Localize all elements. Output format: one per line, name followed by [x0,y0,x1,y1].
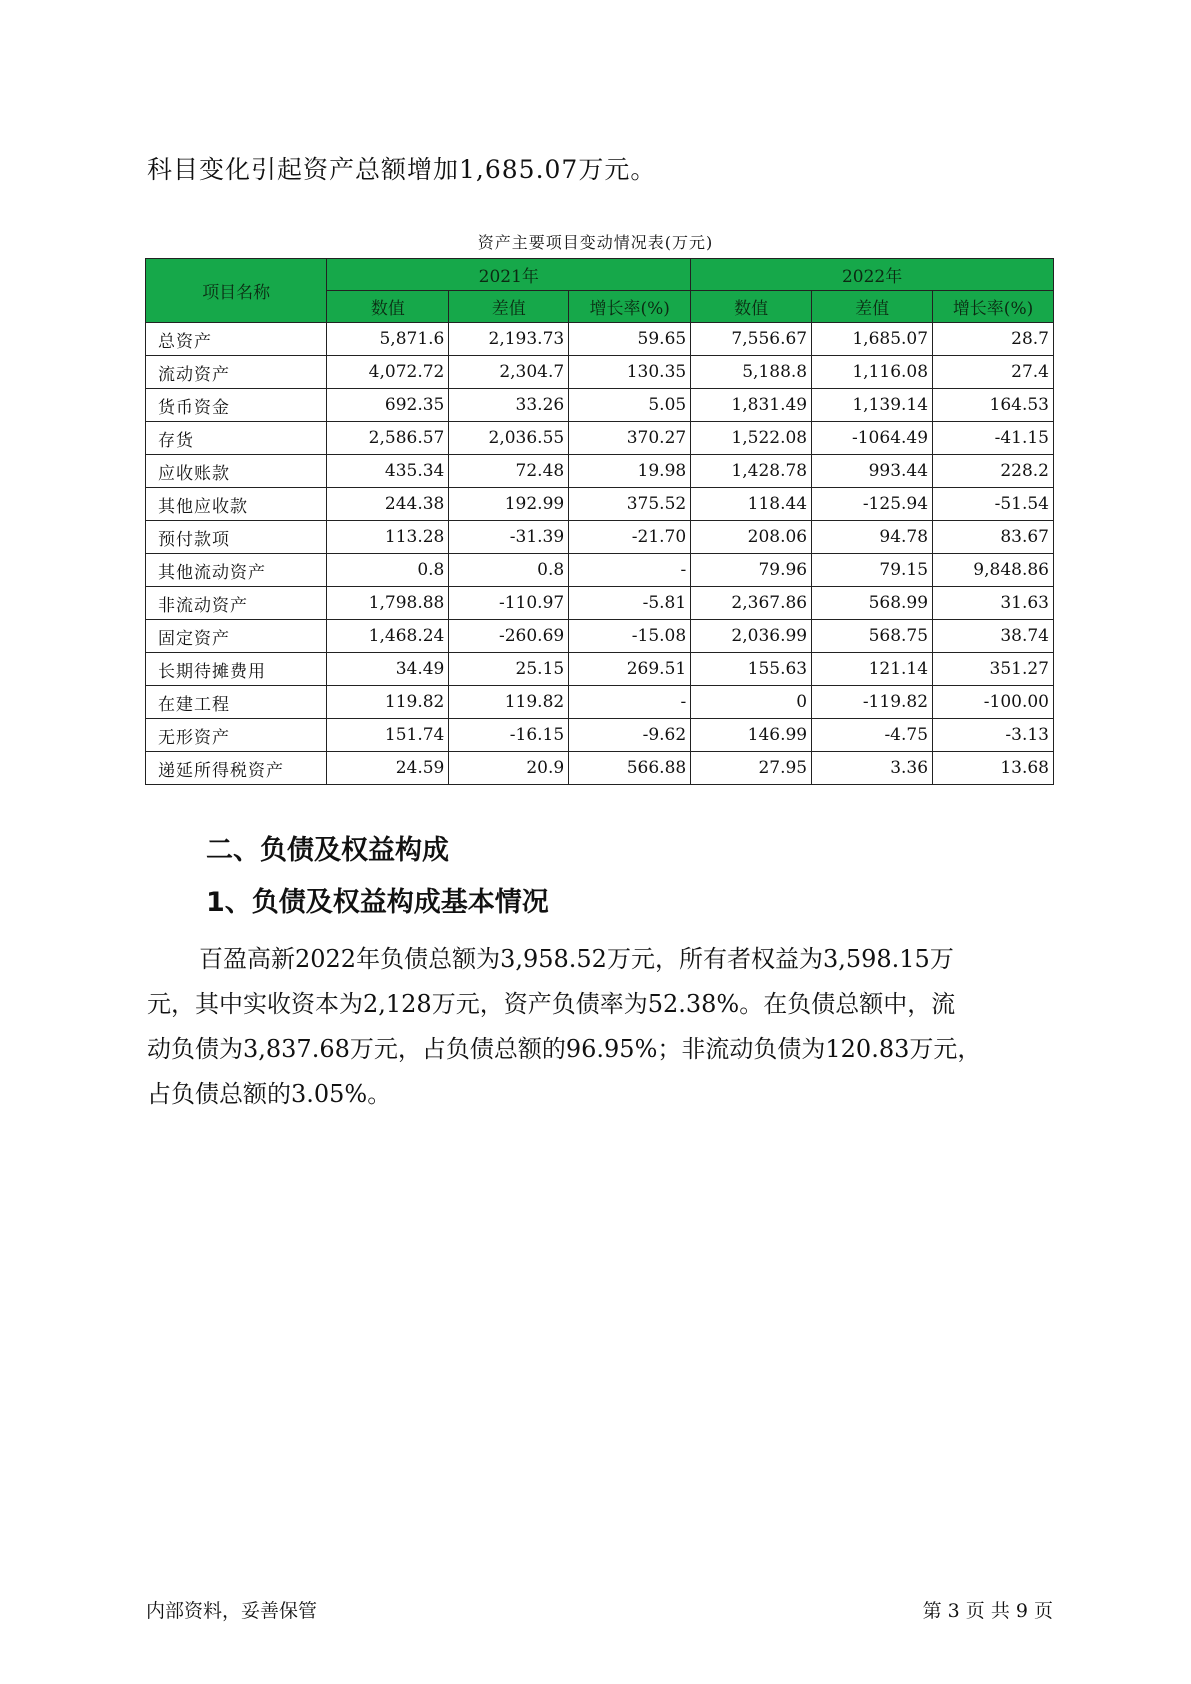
header-2022-diff: 差值 [812,291,933,323]
header-2022-value: 数值 [691,291,812,323]
table-row [146,422,1054,455]
row-value-cell: 5,871.6 [327,323,449,356]
row-value-cell: 269.51 [569,653,691,686]
row-value-cell: 566.88 [569,752,691,785]
row-value-cell: 2,367.86 [691,587,812,620]
row-value-cell: 5,188.8 [691,356,812,389]
row-value-cell: 1,139.14 [812,389,933,422]
row-value-cell: 94.78 [812,521,933,554]
row-value-cell: -16.15 [449,719,569,752]
row-value-cell: -125.94 [812,488,933,521]
table-row [146,356,1054,389]
row-value-cell: 9,848.86 [933,554,1054,587]
header-2022-growth: 增长率(%) [933,291,1054,323]
paragraph-line: 百盈高新2022年负债总额为3,958.52万元，所有者权益为3,598.15万 [199,945,954,973]
row-value-cell: 34.49 [327,653,449,686]
row-value-cell: 113.28 [327,521,449,554]
table-row [146,323,1054,356]
row-value-cell: 38.74 [933,620,1054,653]
row-value-cell: 370.27 [569,422,691,455]
row-value-cell: -31.39 [449,521,569,554]
row-item-name: 递延所得税资产 [146,752,327,785]
row-item-name: 存货 [146,422,327,455]
table-row [146,455,1054,488]
row-value-cell: 59.65 [569,323,691,356]
row-item-name: 其他流动资产 [146,554,327,587]
row-value-cell: 1,116.08 [812,356,933,389]
row-value-cell: 568.75 [812,620,933,653]
row-value-cell: -3.13 [933,719,1054,752]
header-year-2022: 2022年 [691,259,1054,291]
row-value-cell: 692.35 [327,389,449,422]
row-value-cell: -1064.49 [812,422,933,455]
row-value-cell: -110.97 [449,587,569,620]
row-value-cell: -51.54 [933,488,1054,521]
table-row [146,653,1054,686]
table-row [146,521,1054,554]
paragraph-line: 占负债总额的3.05%。 [147,1080,392,1108]
row-value-cell: 3.36 [812,752,933,785]
row-value-cell: - [569,686,691,719]
row-item-name: 流动资产 [146,356,327,389]
table-row [146,587,1054,620]
row-value-cell: 375.52 [569,488,691,521]
row-value-cell: -119.82 [812,686,933,719]
table-row [146,389,1054,422]
row-value-cell: 121.14 [812,653,933,686]
header-2021-diff: 差值 [449,291,569,323]
row-value-cell: 28.7 [933,323,1054,356]
row-item-name: 总资产 [146,323,327,356]
row-item-name: 长期待摊费用 [146,653,327,686]
row-value-cell: 83.67 [933,521,1054,554]
row-value-cell: -15.08 [569,620,691,653]
row-item-name: 货币资金 [146,389,327,422]
row-item-name: 应收账款 [146,455,327,488]
table-row [146,554,1054,587]
row-value-cell: -9.62 [569,719,691,752]
row-value-cell: 1,685.07 [812,323,933,356]
row-value-cell: 208.06 [691,521,812,554]
table-body [146,323,1054,785]
row-value-cell: 4,072.72 [327,356,449,389]
row-value-cell: 1,831.49 [691,389,812,422]
row-item-name: 其他应收款 [146,488,327,521]
header-2021-growth: 增长率(%) [569,291,691,323]
row-value-cell: 1,468.24 [327,620,449,653]
paragraph-line: 元，其中实收资本为2,128万元，资产负债率为52.38%。在负债总额中，流 [147,990,956,1018]
row-value-cell: 5.05 [569,389,691,422]
row-item-name: 在建工程 [146,686,327,719]
intro-line: 科目变化引起资产总额增加1,685.07万元。 [147,155,657,184]
row-item-name: 预付款项 [146,521,327,554]
row-value-cell: 1,522.08 [691,422,812,455]
row-value-cell: 2,586.57 [327,422,449,455]
row-value-cell: 146.99 [691,719,812,752]
row-value-cell: 155.63 [691,653,812,686]
row-value-cell: 228.2 [933,455,1054,488]
row-value-cell: 0 [691,686,812,719]
row-value-cell: 13.68 [933,752,1054,785]
row-value-cell: 0.8 [327,554,449,587]
row-item-name: 固定资产 [146,620,327,653]
row-value-cell: 2,036.55 [449,422,569,455]
row-value-cell: 435.34 [327,455,449,488]
section-heading: 二、负债及权益构成 [206,835,449,866]
header-2021-value: 数值 [327,291,449,323]
row-value-cell: -5.81 [569,587,691,620]
row-value-cell: 2,036.99 [691,620,812,653]
row-value-cell: 2,304.7 [449,356,569,389]
row-value-cell: 27.4 [933,356,1054,389]
row-value-cell: 151.74 [327,719,449,752]
row-value-cell: 0.8 [449,554,569,587]
table-row [146,752,1054,785]
row-value-cell: 79.15 [812,554,933,587]
row-value-cell: 993.44 [812,455,933,488]
row-value-cell: 118.44 [691,488,812,521]
header-year-2021: 2021年 [327,259,691,291]
row-value-cell: 7,556.67 [691,323,812,356]
table-caption: 资产主要项目变动情况表(万元) [477,233,714,252]
asset-change-table [145,258,1054,785]
row-value-cell: -21.70 [569,521,691,554]
table-row [146,620,1054,653]
body-paragraph [147,937,1052,1117]
row-value-cell: 1,428.78 [691,455,812,488]
row-value-cell: 24.59 [327,752,449,785]
table-row [146,488,1054,521]
row-value-cell: 79.96 [691,554,812,587]
row-item-name: 无形资产 [146,719,327,752]
row-value-cell: 20.9 [449,752,569,785]
paragraph-line: 动负债为3,837.68万元，占负债总额的96.95%；非流动负债为120.83万元， [147,1035,982,1063]
row-value-cell: 244.38 [327,488,449,521]
row-value-cell: 27.95 [691,752,812,785]
row-value-cell: 72.48 [449,455,569,488]
row-value-cell: 351.27 [933,653,1054,686]
row-value-cell: -260.69 [449,620,569,653]
row-value-cell: 119.82 [449,686,569,719]
subsection-heading: 1、负债及权益构成基本情况 [206,887,549,918]
row-value-cell: 192.99 [449,488,569,521]
row-value-cell: 1,798.88 [327,587,449,620]
row-value-cell: 31.63 [933,587,1054,620]
row-value-cell: 568.99 [812,587,933,620]
row-value-cell: -41.15 [933,422,1054,455]
table-row [146,719,1054,752]
row-value-cell: 2,193.73 [449,323,569,356]
row-item-name: 非流动资产 [146,587,327,620]
footer-confidential-note: 内部资料，妥善保管 [146,1600,318,1622]
row-value-cell: - [569,554,691,587]
row-value-cell: 19.98 [569,455,691,488]
row-value-cell: 33.26 [449,389,569,422]
row-value-cell: 119.82 [327,686,449,719]
row-value-cell: -4.75 [812,719,933,752]
footer-page-number: 第 3 页 共 9 页 [922,1600,1053,1622]
table-row [146,686,1054,719]
row-value-cell: -100.00 [933,686,1054,719]
row-value-cell: 130.35 [569,356,691,389]
row-value-cell: 164.53 [933,389,1054,422]
header-item-name: 项目名称 [146,259,327,323]
row-value-cell: 25.15 [449,653,569,686]
